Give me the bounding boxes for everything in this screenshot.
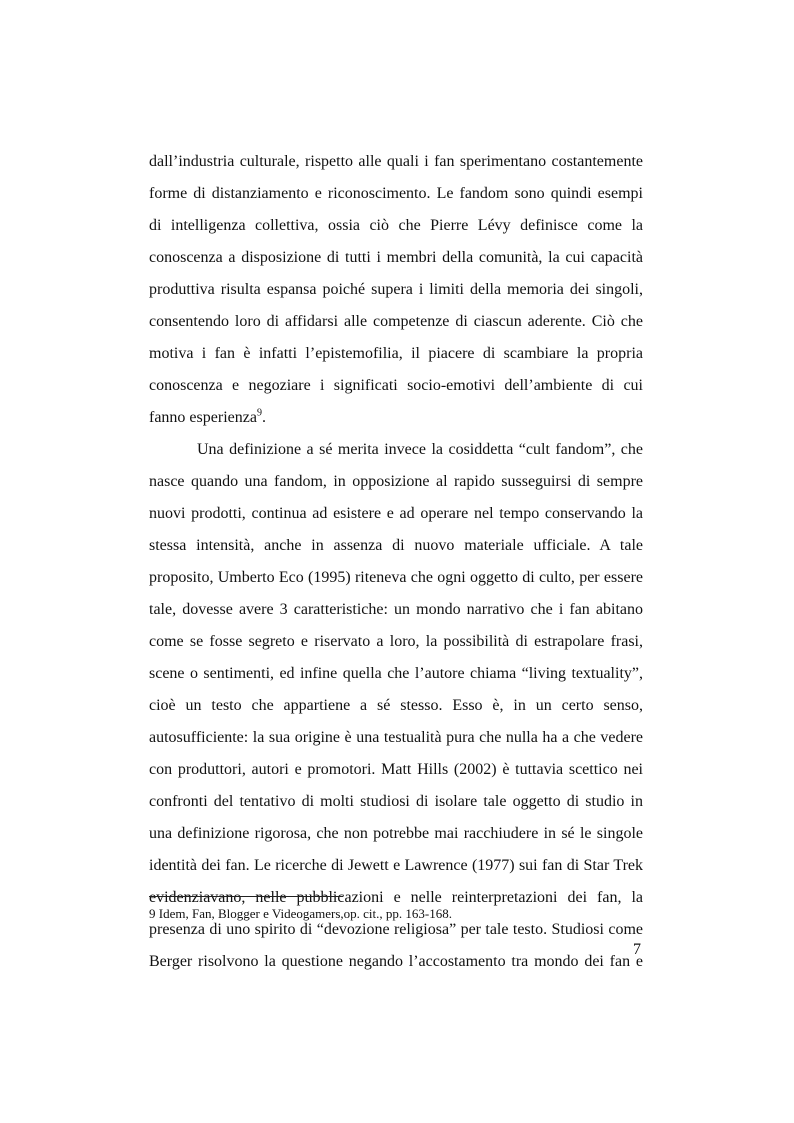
- text-line: motiva i fan è infatti l’epistemofilia, il piacere di scambiare la propria: [149, 345, 643, 362]
- paragraph-end-text: fanno esperienza: [149, 409, 257, 426]
- text-line: consentendo loro di affidarsi alle competenze di ciascun aderente. Ciò che: [149, 313, 643, 330]
- main-text: [149, 146, 643, 978]
- footnote-reference[interactable]: 9: [256, 407, 262, 419]
- text-line: scene o sentimenti, ed infine quella che l’autore chiama “living textuality”,: [149, 665, 643, 682]
- text-line: forme di distanziamento e riconoscimento. Le fandom sono quindi esempi: [149, 185, 643, 202]
- text-line: conoscenza e negoziare i significati socio-emotivi dell’ambiente di cui: [149, 377, 643, 394]
- text-line-last: [149, 402, 643, 434]
- text-line: come se fosse segreto e riservato a loro, la possibilità di estrapolare frasi,: [149, 633, 643, 650]
- text-line: produttiva risulta espansa poiché supera i limiti della memoria dei singoli,: [149, 281, 643, 298]
- text-line: confronti del tentativo di molti studiosi di isolare tale oggetto di studio in: [149, 793, 643, 810]
- text-line: conoscenza a disposizione di tutti i membri della comunità, la cui capacità: [149, 249, 643, 266]
- text-line: nuovi prodotti, continua ad esistere e ad operare nel tempo conservando la: [149, 505, 643, 522]
- text-line: autosufficiente: la sua origine è una testualità pura che nulla ha a che vedere: [149, 729, 643, 746]
- text-line: identità dei fan. Le ricerche di Jewett e Lawrence (1977) sui fan di Star Trek: [149, 857, 643, 874]
- footnote: 9 Idem, Fan, Blogger e Videogamers,op. cit., pp. 163-168.: [149, 906, 452, 921]
- text-line: con produttori, autori e promotori. Matt Hills (2002) è tuttavia scettico nei: [149, 761, 643, 778]
- text-line: evidenziavano, nelle pubblicazioni e nelle reinterpretazioni dei fan, la: [149, 889, 643, 906]
- text-line: Una definizione a sé merita invece la cosiddetta “cult fandom”, che: [197, 441, 643, 458]
- text-line: cioè un testo che appartiene a sé stesso. Esso è, in un certo senso,: [149, 697, 643, 714]
- text-line: Berger risolvono la questione negando l’accostamento tra mondo dei fan e: [149, 953, 643, 970]
- footnote-separator: [149, 896, 343, 897]
- text-line: una definizione rigorosa, che non potrebbe mai racchiudere in sé le singole: [149, 825, 643, 842]
- text-line: tale, dovesse avere 3 caratteristiche: un mondo narrativo che i fan abitano: [149, 601, 643, 618]
- text-line: proposito, Umberto Eco (1995) riteneva che ogni oggetto di culto, per essere: [149, 569, 643, 586]
- page-number: 7: [633, 941, 641, 958]
- text-line: stessa intensità, anche in assenza di nuovo materiale ufficiale. A tale: [149, 537, 643, 554]
- text-line: di intelligenza collettiva, ossia ciò che Pierre Lévy definisce come la: [149, 217, 643, 234]
- text-line: nasce quando una fandom, in opposizione al rapido susseguirsi di sempre: [149, 473, 643, 490]
- text-line: dall’industria culturale, rispetto alle quali i fan sperimentano costantemente: [149, 153, 643, 170]
- text-line: presenza di uno spirito di “devozione religiosa” per tale testo. Studiosi come: [149, 921, 643, 938]
- paragraph-end-period: .: [261, 409, 266, 426]
